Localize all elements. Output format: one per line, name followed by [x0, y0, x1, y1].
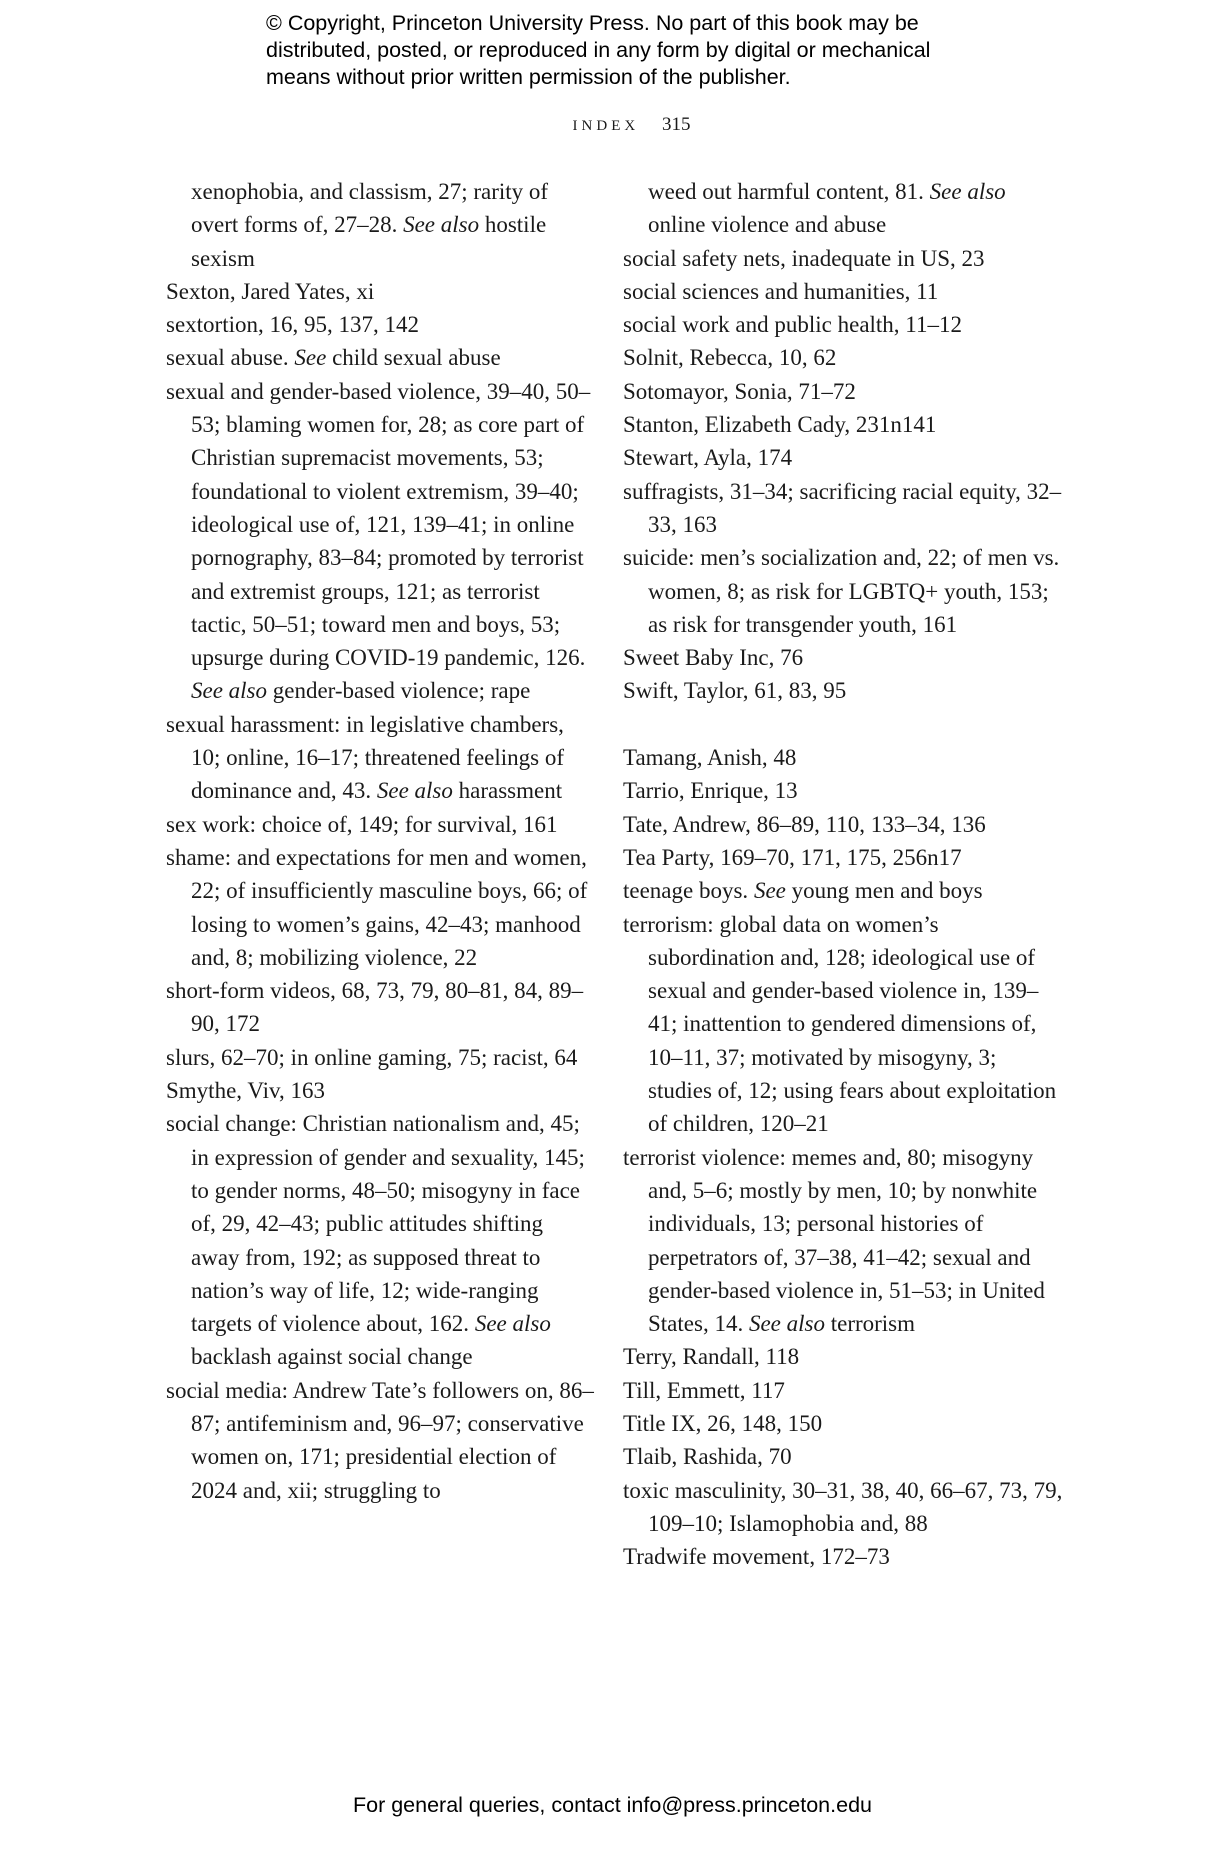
index-entry-text: social media: Andrew Tate’s followers on, 86–87; antifeminism and, 96–97; conservative women on, 171; presidential election of 2024 and, xii; struggling to	[166, 1377, 594, 1503]
index-entry-text: social safety nets, inadequate in US, 23	[623, 245, 985, 271]
index-entry-text: shame: and expectations for men and women, 22; of insufficiently masculine boys, 66; of losing to women’s gains, 42–43; manhood and, 8; mobilizing violence, 22	[166, 844, 588, 970]
index-entry-text: sextortion, 16, 95, 137, 142	[166, 312, 419, 338]
index-entry	[623, 741, 1063, 774]
index-entry-text: Sotomayor, Sonia, 71–72	[623, 378, 856, 404]
index-entry-text: Tate, Andrew, 86–89, 110, 133–34, 136	[623, 811, 986, 837]
index-entry-text: Tlaib, Rashida, 70	[623, 1444, 792, 1470]
letter-group-gap	[623, 708, 1063, 741]
index-entry-text: Stewart, Ayla, 174	[623, 445, 793, 471]
index-cross-reference-target: backlash against social change	[191, 1344, 473, 1370]
index-entry	[166, 308, 596, 341]
index-entry	[166, 708, 596, 808]
index-entry-text: suicide: men’s socialization and, 22; of men vs. women, 8; as risk for LGBTQ+ youth, 153; as risk for transgender youth, 161	[623, 545, 1060, 637]
index-entry	[623, 774, 1063, 807]
copyright-line: © Copyright, Princeton University Press. No part of this book may be	[266, 11, 919, 35]
index-entry-text: Sexton, Jared Yates, xi	[166, 278, 375, 304]
index-entry-text: sexual and gender-based violence, 39–40, 50–53; blaming women for, 28; as core part of Christian supremacist movements, 53; foundational to violent extremism, 39–40; ideological use of, 121, 139–41; in online pornography, 83–84; promoted by terrorist and extremist groups, 121; as terrorist tactic, 50–51; toward men and boys, 53; upsurge during COVID-19 pandemic, 126.	[166, 378, 591, 671]
index-cross-reference-target: gender-based violence; rape	[267, 678, 531, 704]
index-cross-reference: See	[294, 345, 327, 371]
index-entry-text: short-form videos, 68, 73, 79, 80–81, 84, 89–90, 172	[166, 978, 584, 1037]
index-cross-reference-target: child sexual abuse	[326, 345, 501, 371]
copyright-notice	[266, 10, 1006, 91]
index-cross-reference-target: online violence and abuse	[648, 212, 887, 238]
index-entry	[623, 475, 1063, 542]
index-entry	[623, 1340, 1063, 1373]
running-head-label: INDEX	[572, 118, 640, 134]
index-cross-reference-target: terrorism	[824, 1311, 916, 1337]
index-entry	[166, 974, 596, 1041]
index-cross-reference: See	[753, 878, 786, 904]
index-entry-text: sexual harassment: in legislative chambers, 10; online, 16–17; threatened feelings of dominance and, 43.	[166, 711, 565, 804]
index-entry-text: social change: Christian nationalism and, 45; in expression of gender and sexuality, 145; to gender norms, 48–50; misogyny in face of, 29, 42–43; public attitudes shifting away from, 192; as supposed threat to nation’s way of life, 12; wide-ranging targets of violence about, 162.	[166, 1111, 585, 1337]
index-entry-text: terrorist violence: memes and, 80; misogyny and, 5–6; mostly by men, 10; by nonwhite individuals, 13; personal histories of perpetrators of, 37–38, 41–42; sexual and gender-based violence in, 51–53; in United States, 14.	[623, 1144, 1045, 1337]
index-cross-reference: See also	[376, 778, 453, 804]
index-entry-text: Solnit, Rebecca, 10, 62	[623, 345, 837, 371]
index-entry-text: Tarrio, Enrique, 13	[623, 778, 798, 804]
index-entry-text: Tea Party, 169–70, 171, 175, 256n17	[623, 844, 962, 870]
index-entry-text: sex work: choice of, 149; for survival, 161	[166, 811, 558, 837]
index-entry	[166, 375, 596, 708]
index-entry	[623, 375, 1063, 408]
index-cross-reference: See also	[748, 1311, 825, 1337]
index-cross-reference: See also	[403, 212, 480, 238]
index-cross-reference-target: hostile sexism	[191, 212, 547, 271]
index-entry-text: weed out harmful content, 81.	[648, 179, 930, 204]
index-entry-text: social sciences and humanities, 11	[623, 278, 939, 304]
index-cross-reference: See also	[929, 179, 1006, 204]
index-entry	[623, 1374, 1063, 1407]
index-entry-text: Till, Emmett, 117	[623, 1377, 785, 1403]
index-entry	[623, 841, 1063, 874]
index-entry	[623, 341, 1063, 374]
index-entry	[166, 1374, 596, 1507]
index-entry	[623, 408, 1063, 441]
running-head	[0, 114, 1225, 136]
index-entry	[623, 808, 1063, 841]
index-entry	[623, 1141, 1063, 1341]
copyright-line: means without prior written permission of the publisher.	[266, 65, 791, 89]
index-entry-text: suffragists, 31–34; sacrificing racial equity, 32–33, 163	[623, 478, 1062, 537]
index-entry-text: Smythe, Viv, 163	[166, 1078, 325, 1104]
index-entry-text: xenophobia, and classism, 27; rarity of overt forms of, 27–28.	[191, 179, 549, 238]
index-entry-text: Tamang, Anish, 48	[623, 745, 797, 771]
index-entry	[623, 1440, 1063, 1473]
page-number: 315	[661, 114, 691, 135]
index-cross-reference-target: young men and boys	[785, 878, 983, 904]
index-column-right	[623, 175, 1063, 1573]
index-entry-text: Swift, Taylor, 61, 83, 95	[623, 678, 847, 704]
index-entry-text: slurs, 62–70; in online gaming, 75; racist, 64	[166, 1044, 578, 1070]
index-entry-text: Stanton, Elizabeth Cady, 231n141	[623, 412, 937, 438]
index-entry	[623, 308, 1063, 341]
index-cross-reference-target: harassment	[452, 778, 563, 804]
index-entry	[623, 275, 1063, 308]
index-entry	[623, 874, 1063, 907]
index-entry	[166, 1074, 596, 1107]
index-entry-text: sexual abuse.	[166, 345, 295, 371]
index-entry	[623, 908, 1063, 1141]
index-cross-reference: See also	[191, 678, 268, 704]
index-entry	[623, 441, 1063, 474]
index-entry-text: toxic masculinity, 30–31, 38, 40, 66–67, 73, 79, 109–10; Islamophobia and, 88	[623, 1477, 1063, 1536]
index-entry	[623, 1540, 1063, 1573]
index-entry	[166, 1041, 596, 1074]
index-entry	[166, 341, 596, 374]
index-entry	[623, 1407, 1063, 1440]
index-entry	[623, 541, 1063, 641]
index-entry	[166, 808, 596, 841]
index-entry-text: Terry, Randall, 118	[623, 1344, 800, 1370]
index-entry	[623, 1474, 1063, 1541]
index-entry-text: terrorism: global data on women’s subordination and, 128; ideological use of sexual and gender-based violence in, 139–41; inattention to gendered dimensions of, 10–11, 37; motivated by misogyny, 3; studies of, 12; using fears about exploitation of children, 120–21	[623, 911, 1057, 1137]
index-entry-text: Sweet Baby Inc, 76	[623, 645, 804, 671]
index-entry-text: social work and public health, 11–12	[623, 312, 962, 338]
index-entry	[166, 275, 596, 308]
index-entry	[166, 175, 596, 275]
copyright-line: distributed, posted, or reproduced in any form by digital or mechanical	[266, 38, 931, 62]
index-entry	[623, 242, 1063, 275]
index-entry	[166, 1107, 596, 1373]
index-cross-reference: See also	[474, 1311, 551, 1337]
index-entry	[623, 175, 1063, 242]
index-entry-text: teenage boys.	[623, 878, 754, 904]
index-entry-text: Title IX, 26, 148, 150	[623, 1410, 823, 1436]
index-column-left	[166, 175, 596, 1507]
index-entry	[623, 641, 1063, 674]
index-entry	[623, 674, 1063, 707]
index-entry-text: Tradwife movement, 172–73	[623, 1544, 890, 1570]
footer-contact: For general queries, contact info@press.princeton.edu	[352, 1793, 872, 1817]
index-entry	[166, 841, 596, 974]
